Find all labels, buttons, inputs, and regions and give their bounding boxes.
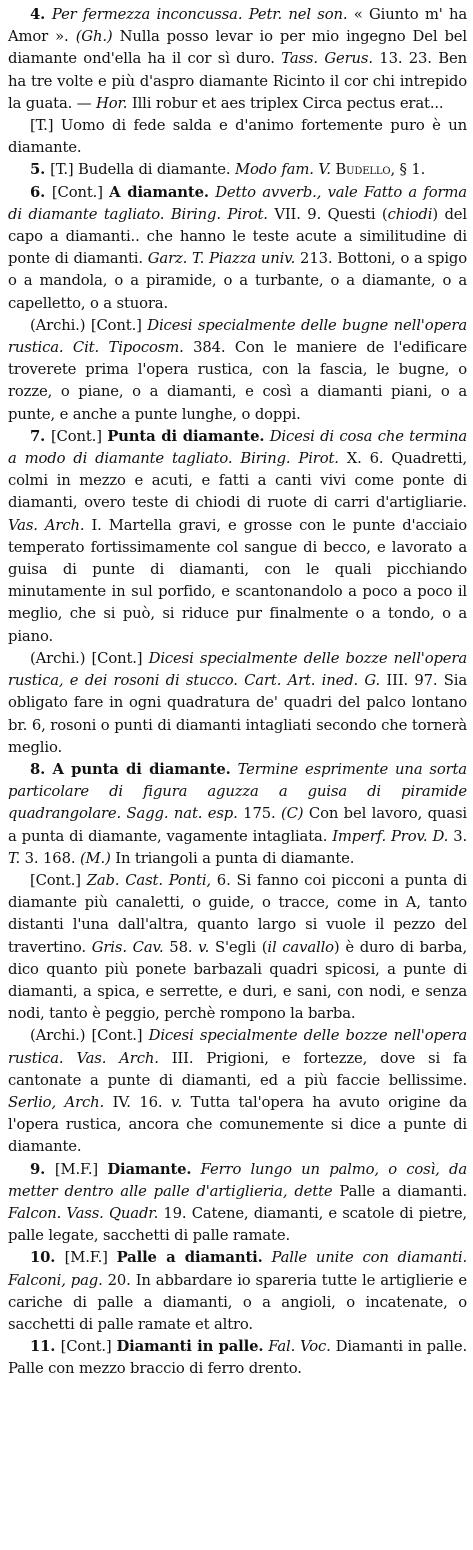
entry-text: [Cont.] — [50, 427, 108, 445]
entry-text: In triangoli a punta di diamante. — [110, 849, 355, 867]
dictionary-entry-e4 — [8, 4, 467, 115]
entry-text: Hor. — [95, 94, 128, 112]
entry-text: III. 97. Sia obligato fare in ogni quadratura de' quadri del palco lontano br. 6, rosoni o punti di diamanti intagliati secondo che tornerà meglio. — [8, 672, 468, 756]
entry-text: Garz. T. Piazza univ. — [147, 250, 296, 268]
entry-number: 4. — [30, 6, 52, 23]
dictionary-entry-e7b — [8, 648, 467, 759]
entry-headword: Diamanti in palle. — [116, 1338, 264, 1356]
entry-text: 3. 168. — [20, 849, 80, 867]
entry-text: ) del capo a diamanti.. che hanno le teste acute a similitudine di ponte di diamanti. — [8, 205, 467, 268]
entry-text: Diamanti in palle. Palle con mezzo braccio di ferro drento. — [8, 1338, 467, 1378]
entry-text: Tass. Gerus. — [281, 50, 373, 68]
entry-text: [M.F.] — [54, 1160, 108, 1178]
dictionary-entry-e10 — [8, 1247, 467, 1336]
dictionary-entry-e4b — [8, 115, 467, 159]
entry-text: ) è duro di barba, dico quanto più ponete barbazali quadri spicosi, a punte di diamanti, a spica, e serrette, e duri, e sani, con nodi, e senza nodi, tanto è peggio, perchè rompono la barba. — [8, 938, 467, 1023]
entry-text: v. — [171, 1093, 183, 1111]
entry-text: [M.F.] — [64, 1249, 117, 1267]
entry-text: Con bel lavoro, quasi a punta di diamante, vagamente intagliata. — [8, 805, 467, 845]
entry-number: 9. — [30, 1160, 55, 1178]
entry-text: Imperf. Prov. D. — [332, 827, 449, 845]
entry-text: (Archi.) [Cont.] — [30, 649, 149, 667]
dictionary-entry-e5 — [8, 159, 467, 181]
dictionary-entry-e6 — [8, 182, 467, 315]
entry-text: Nulla posso levar io per mio ingegno Del bel diamante ond'ella ha il cor sì duro. — [8, 28, 467, 68]
entry-text: Fal. Voc. — [263, 1338, 331, 1356]
entry-list — [8, 4, 467, 1381]
entry-text: S'egli ( — [209, 938, 268, 956]
dictionary-entry-e6b — [8, 315, 467, 426]
entry-number: 11. — [30, 1338, 61, 1356]
dictionary-entry-e8b — [8, 870, 467, 1025]
entry-text: Per fermezza inconcussa. Petr. nel son. — [51, 6, 348, 23]
entry-text: il cavallo — [267, 938, 334, 956]
entry-text: T. — [8, 849, 21, 867]
entry-text: 384. Con le maniere de l'edificare troverete prima l'opera rustica, con la fascia, le bugne, o rozze, o piane, o a diamanti, e così a diamanti piani, o a punte, e anche a punte lunghe, o doppi. — [8, 339, 467, 423]
entry-text: 3. — [448, 827, 468, 845]
entry-text: Dicesi specialmente delle bugne nell'opera rustica. Cit. Tipocosm. — [8, 316, 467, 357]
entry-number: 7. — [30, 427, 51, 445]
entry-text: [T.] Budella di diamante. — [50, 161, 235, 179]
entry-text: [T.] Uomo di fede salda e d'animo fortemente puro è un diamante. — [8, 117, 467, 157]
entry-number: 10. — [30, 1249, 65, 1267]
entry-text: VII. 9. Questi ( — [267, 205, 388, 223]
entry-text: (Archi.) [Cont.] — [30, 1027, 149, 1045]
entry-text: [Cont.] — [30, 871, 87, 889]
entry-text: « Giunto m' ha Amor ». — [8, 6, 468, 46]
entry-text: Gris. Cav. — [91, 938, 164, 956]
entry-text: X. 6. Quadretti, colmi in mezzo e acuti, e fatti a canti vivi come ponte di diamanti, overo teste di chiodi di ruote di carri d'artigliarie. — [8, 450, 467, 512]
entry-text: Illi robur et aes triplex Circa pectus erat... — [127, 94, 444, 112]
entry-text: IV. 16. — [104, 1093, 172, 1111]
entry-text: 13. 23. Ben ha tre volte e più d'aspro diamante Ricinto il cor chi intrepido la guata. — — [8, 50, 467, 112]
entry-text: 20. In abbardare io spareria tutte le artiglierie e cariche di palle a diamanti, o a angioli, o incatenate, o sacchetti di palle ramate et altro. — [8, 1271, 467, 1333]
entry-number: 8. — [30, 760, 53, 778]
entry-headword: A diamante. — [109, 183, 209, 201]
entry-text: Palle unite con diamanti. Falconi, pag. — [8, 1249, 468, 1289]
entry-number: 6. — [30, 183, 52, 201]
entry-text: (Archi.) [Cont.] — [30, 316, 148, 334]
entry-text: [Cont.] — [60, 1338, 117, 1356]
entry-headword: Punta di diamante. — [107, 427, 265, 445]
entry-text: Tutta tal'opera ha avuto origine da l'opera rustica, ancora che comunemente si dice a punte di diamante. — [8, 1093, 467, 1156]
entry-text: Falcon. Vass. Quadr. — [8, 1204, 159, 1222]
entry-text: Vas. Arch. — [8, 516, 85, 534]
entry-text: chiodi — [387, 205, 433, 223]
dictionary-entry-e11 — [8, 1336, 467, 1380]
entry-text: (Gh.) — [75, 28, 113, 46]
entry-text: I. Martella gravi, e grosse con le punte d'acciaio temperato fortissimamente col sangue di becco, e lavorato a guisa di punte di diamanti, con le quali picchiando minutamente in sul porfido, e scantonandolo a poco a poco il meglio, che si può, si riduce pur finalmente o a tondo, o a piano. — [8, 516, 467, 645]
entry-text: [Cont.] — [51, 183, 110, 201]
entry-headword: Diamante. — [107, 1160, 192, 1178]
entry-text: 6. Si fanno coi picconi a punta di diamante più canaletti, o guide, o tracce, come in A, tanto distanti l'una dall'altra, quanto largo si vuole il pezzo del travertino. — [8, 871, 467, 956]
entry-text: v. — [198, 938, 210, 956]
entry-text: Palle a diamanti. — [332, 1182, 468, 1200]
entry-text: 213. Bottoni, o a spigo o a mandola, o a piramide, o a turbante, o a diamante, o a capelletto, o a stuora. — [8, 250, 467, 312]
entry-text: Dicesi di cosa che termina a modo di diamante tagliato. Biring. Pirot. — [8, 427, 467, 468]
entry-text: Ferro lungo un palmo, o così, da metter dentro alle palle d'artiglieria, dette — [8, 1160, 467, 1200]
dictionary-entry-e7 — [8, 426, 467, 648]
entry-text: III. Prigioni, e fortezze, dove si fa cantonate a punte di diamanti, ed a più faccie bellissime. — [8, 1049, 467, 1089]
entry-text: 58. — [163, 938, 199, 956]
entry-text: 19. Catene, diamanti, e scatole di pietre, palle legate, sacchetti di palle ramate. — [8, 1204, 467, 1245]
entry-text: Budello — [330, 161, 391, 179]
entry-text: Zab. Cast. Ponti, — [86, 871, 211, 889]
entry-text: Modo fam. V. — [234, 161, 331, 179]
entry-number: 5. — [30, 161, 51, 179]
entry-text: Detto avverb., vale Fatto a forma di diamante tagliato. Biring. Pirot. — [8, 183, 467, 223]
entry-text: Dicesi specialmente delle bozze nell'opera rustica. Vas. Arch. — [8, 1027, 467, 1067]
entry-text: , § 1. — [390, 161, 426, 179]
entry-headword: Palle a diamanti. — [116, 1249, 263, 1267]
entry-headword: A punta di diamante. — [52, 760, 231, 778]
entry-text: 175. — [237, 805, 281, 823]
dictionary-entry-e8 — [8, 759, 467, 870]
entry-text: (C) — [281, 805, 304, 823]
entry-text: Dicesi specialmente delle bozze nell'opera rustica, e dei rosoni di stucco. Cart. Art. ined. G. — [8, 649, 467, 690]
entry-text: Serlio, Arch. — [8, 1093, 105, 1111]
entry-text: (M.) — [79, 849, 111, 867]
dictionary-entry-e9 — [8, 1159, 467, 1248]
dictionary-entry-e8c — [8, 1025, 467, 1158]
entry-text: Termine esprimente una sorta particolare di figura aguzza a guisa di piramide quadrangolare. Sagg. nat. esp. — [8, 760, 467, 823]
